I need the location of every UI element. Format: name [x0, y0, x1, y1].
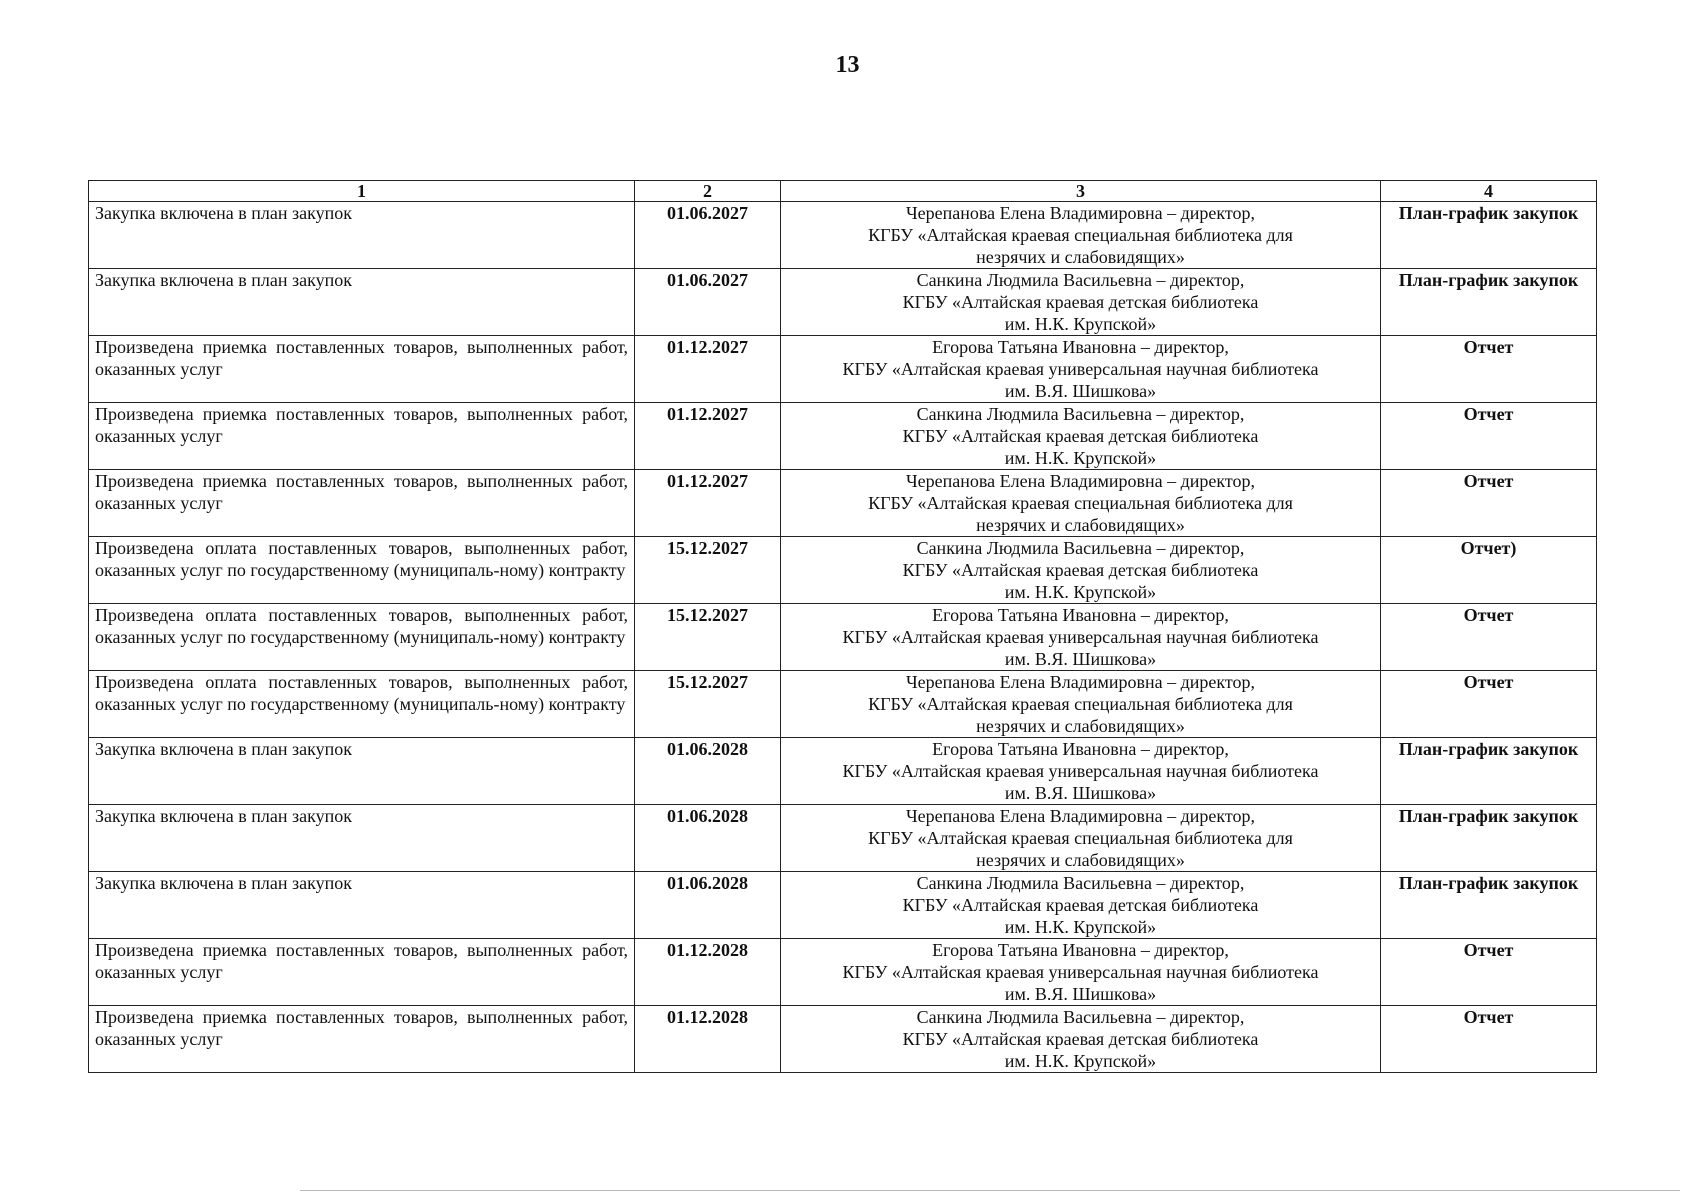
responsible-line: Егорова Татьяна Ивановна – директор, [932, 739, 1229, 759]
date-cell: 01.06.2028 [635, 805, 781, 872]
responsible-line: КГБУ «Алтайская краевая специальная библиотека для [868, 694, 1293, 714]
responsible-line: им. В.Я. Шишкова» [1004, 381, 1157, 401]
responsible-line: КГБУ «Алтайская краевая специальная библиотека для [868, 828, 1293, 848]
responsible-cell [781, 470, 1381, 537]
column-header-4: 4 [1381, 181, 1597, 202]
document-cell: План-график закупок [1381, 738, 1597, 805]
responsible-cell [781, 537, 1381, 604]
responsible-line: КГБУ «Алтайская краевая универсальная научная библиотека [842, 359, 1319, 379]
responsible-line: КГБУ «Алтайская краевая детская библиотека [902, 560, 1259, 580]
column-header-3: 3 [781, 181, 1381, 202]
document-cell: Отчет [1381, 939, 1597, 1006]
responsible-line: КГБУ «Алтайская краевая специальная библиотека для [868, 493, 1293, 513]
event-cell: Произведена приемка поставленных товаров, выполненных работ, оказанных услуг [89, 470, 635, 537]
responsible-line: Черепанова Елена Владимировна – директор, [905, 471, 1256, 491]
event-cell: Произведена приемка поставленных товаров, выполненных работ, оказанных услуг [89, 403, 635, 470]
responsible-line: Егорова Татьяна Ивановна – директор, [932, 605, 1229, 625]
responsible-line: КГБУ «Алтайская краевая специальная библиотека для [868, 225, 1293, 245]
responsible-line: Черепанова Елена Владимировна – директор, [905, 203, 1256, 223]
date-cell: 01.06.2027 [635, 202, 781, 269]
document-cell: Отчет [1381, 671, 1597, 738]
responsible-cell [781, 939, 1381, 1006]
event-cell: Закупка включена в план закупок [89, 872, 635, 939]
responsible-line: КГБУ «Алтайская краевая детская библиотека [902, 895, 1259, 915]
responsible-line: КГБУ «Алтайская краевая универсальная научная библиотека [842, 761, 1319, 781]
table-row [89, 202, 1597, 269]
table-row [89, 269, 1597, 336]
responsible-line: незрячих и слабовидящих» [976, 247, 1185, 267]
responsible-cell [781, 1006, 1381, 1073]
table-row [89, 671, 1597, 738]
responsible-line: им. В.Я. Шишкова» [1004, 984, 1157, 1004]
responsible-cell [781, 202, 1381, 269]
page-number: 13 [835, 52, 860, 78]
document-cell: Отчет [1381, 604, 1597, 671]
responsible-line: КГБУ «Алтайская краевая универсальная научная библиотека [842, 962, 1319, 982]
responsible-line: Егорова Татьяна Ивановна – директор, [932, 940, 1229, 960]
document-cell: Отчет [1381, 336, 1597, 403]
document-cell: Отчет [1381, 1006, 1597, 1073]
column-header-1: 1 [89, 181, 635, 202]
date-cell: 01.06.2028 [635, 872, 781, 939]
responsible-line: Санкина Людмила Васильевна – директор, [916, 270, 1245, 290]
responsible-line: им. Н.К. Крупской» [1004, 917, 1157, 937]
responsible-cell [781, 671, 1381, 738]
table-row [89, 1006, 1597, 1073]
date-cell: 01.12.2027 [635, 336, 781, 403]
date-cell: 01.12.2027 [635, 403, 781, 470]
date-cell: 01.12.2028 [635, 1006, 781, 1073]
responsible-line: им. Н.К. Крупской» [1004, 582, 1157, 602]
column-header-2: 2 [635, 181, 781, 202]
responsible-line: Санкина Людмила Васильевна – директор, [916, 1007, 1245, 1027]
responsible-cell [781, 805, 1381, 872]
date-cell: 01.06.2028 [635, 738, 781, 805]
date-cell: 15.12.2027 [635, 671, 781, 738]
responsible-line: им. В.Я. Шишкова» [1004, 783, 1157, 803]
responsible-cell [781, 336, 1381, 403]
responsible-line: незрячих и слабовидящих» [976, 716, 1185, 736]
event-cell: Закупка включена в план закупок [89, 202, 635, 269]
responsible-cell [781, 604, 1381, 671]
responsible-line: Егорова Татьяна Ивановна – директор, [932, 337, 1229, 357]
responsible-cell [781, 738, 1381, 805]
date-cell: 01.06.2027 [635, 269, 781, 336]
responsible-line: Санкина Людмила Васильевна – директор, [916, 538, 1245, 558]
document-cell: План-график закупок [1381, 269, 1597, 336]
document-cell: Отчет [1381, 470, 1597, 537]
event-cell: Произведена оплата поставленных товаров, выполненных работ, оказанных услуг по государственному (муниципаль-ному) контракту [89, 671, 635, 738]
event-cell: Произведена приемка поставленных товаров, выполненных работ, оказанных услуг [89, 1006, 635, 1073]
document-cell: Отчет [1381, 403, 1597, 470]
event-cell: Произведена оплата поставленных товаров, выполненных работ, оказанных услуг по государственному (муниципаль-ному) контракту [89, 604, 635, 671]
responsible-cell [781, 403, 1381, 470]
table-row [89, 604, 1597, 671]
date-cell: 01.12.2028 [635, 939, 781, 1006]
responsible-line: им. Н.К. Крупской» [1004, 448, 1157, 468]
responsible-line: незрячих и слабовидящих» [976, 515, 1185, 535]
table-row [89, 537, 1597, 604]
document-cell: План-график закупок [1381, 202, 1597, 269]
event-cell: Закупка включена в план закупок [89, 269, 635, 336]
schedule-table [88, 180, 1597, 1073]
table-row [89, 470, 1597, 537]
document-cell: Отчет) [1381, 537, 1597, 604]
table-header-row [89, 181, 1597, 202]
table-row [89, 805, 1597, 872]
responsible-line: Черепанова Елена Владимировна – директор, [905, 672, 1256, 692]
document-cell: План-график закупок [1381, 872, 1597, 939]
table-row [89, 738, 1597, 805]
table-body [89, 202, 1597, 1073]
responsible-cell [781, 872, 1381, 939]
event-cell: Произведена приемка поставленных товаров, выполненных работ, оказанных услуг [89, 336, 635, 403]
responsible-line: КГБУ «Алтайская краевая детская библиотека [902, 1029, 1259, 1049]
responsible-line: КГБУ «Алтайская краевая детская библиотека [902, 426, 1259, 446]
responsible-line: незрячих и слабовидящих» [976, 850, 1185, 870]
scan-artifact-line [300, 1190, 1680, 1191]
date-cell: 01.12.2027 [635, 470, 781, 537]
responsible-line: Черепанова Елена Владимировна – директор, [905, 806, 1256, 826]
event-cell: Закупка включена в план закупок [89, 805, 635, 872]
table-row [89, 939, 1597, 1006]
table-row [89, 872, 1597, 939]
responsible-cell [781, 269, 1381, 336]
responsible-line: КГБУ «Алтайская краевая детская библиотека [902, 292, 1259, 312]
responsible-line: Санкина Людмила Васильевна – директор, [916, 873, 1245, 893]
responsible-line: им. Н.К. Крупской» [1004, 314, 1157, 334]
responsible-line: Санкина Людмила Васильевна – директор, [916, 404, 1245, 424]
responsible-line: им. В.Я. Шишкова» [1004, 649, 1157, 669]
table-row [89, 403, 1597, 470]
responsible-line: КГБУ «Алтайская краевая универсальная научная библиотека [842, 627, 1319, 647]
event-cell: Произведена оплата поставленных товаров, выполненных работ, оказанных услуг по государственному (муниципаль-ному) контракту [89, 537, 635, 604]
table-row [89, 336, 1597, 403]
date-cell: 15.12.2027 [635, 604, 781, 671]
event-cell: Закупка включена в план закупок [89, 738, 635, 805]
responsible-line: им. Н.К. Крупской» [1004, 1051, 1157, 1071]
date-cell: 15.12.2027 [635, 537, 781, 604]
event-cell: Произведена приемка поставленных товаров, выполненных работ, оказанных услуг [89, 939, 635, 1006]
document-cell: План-график закупок [1381, 805, 1597, 872]
